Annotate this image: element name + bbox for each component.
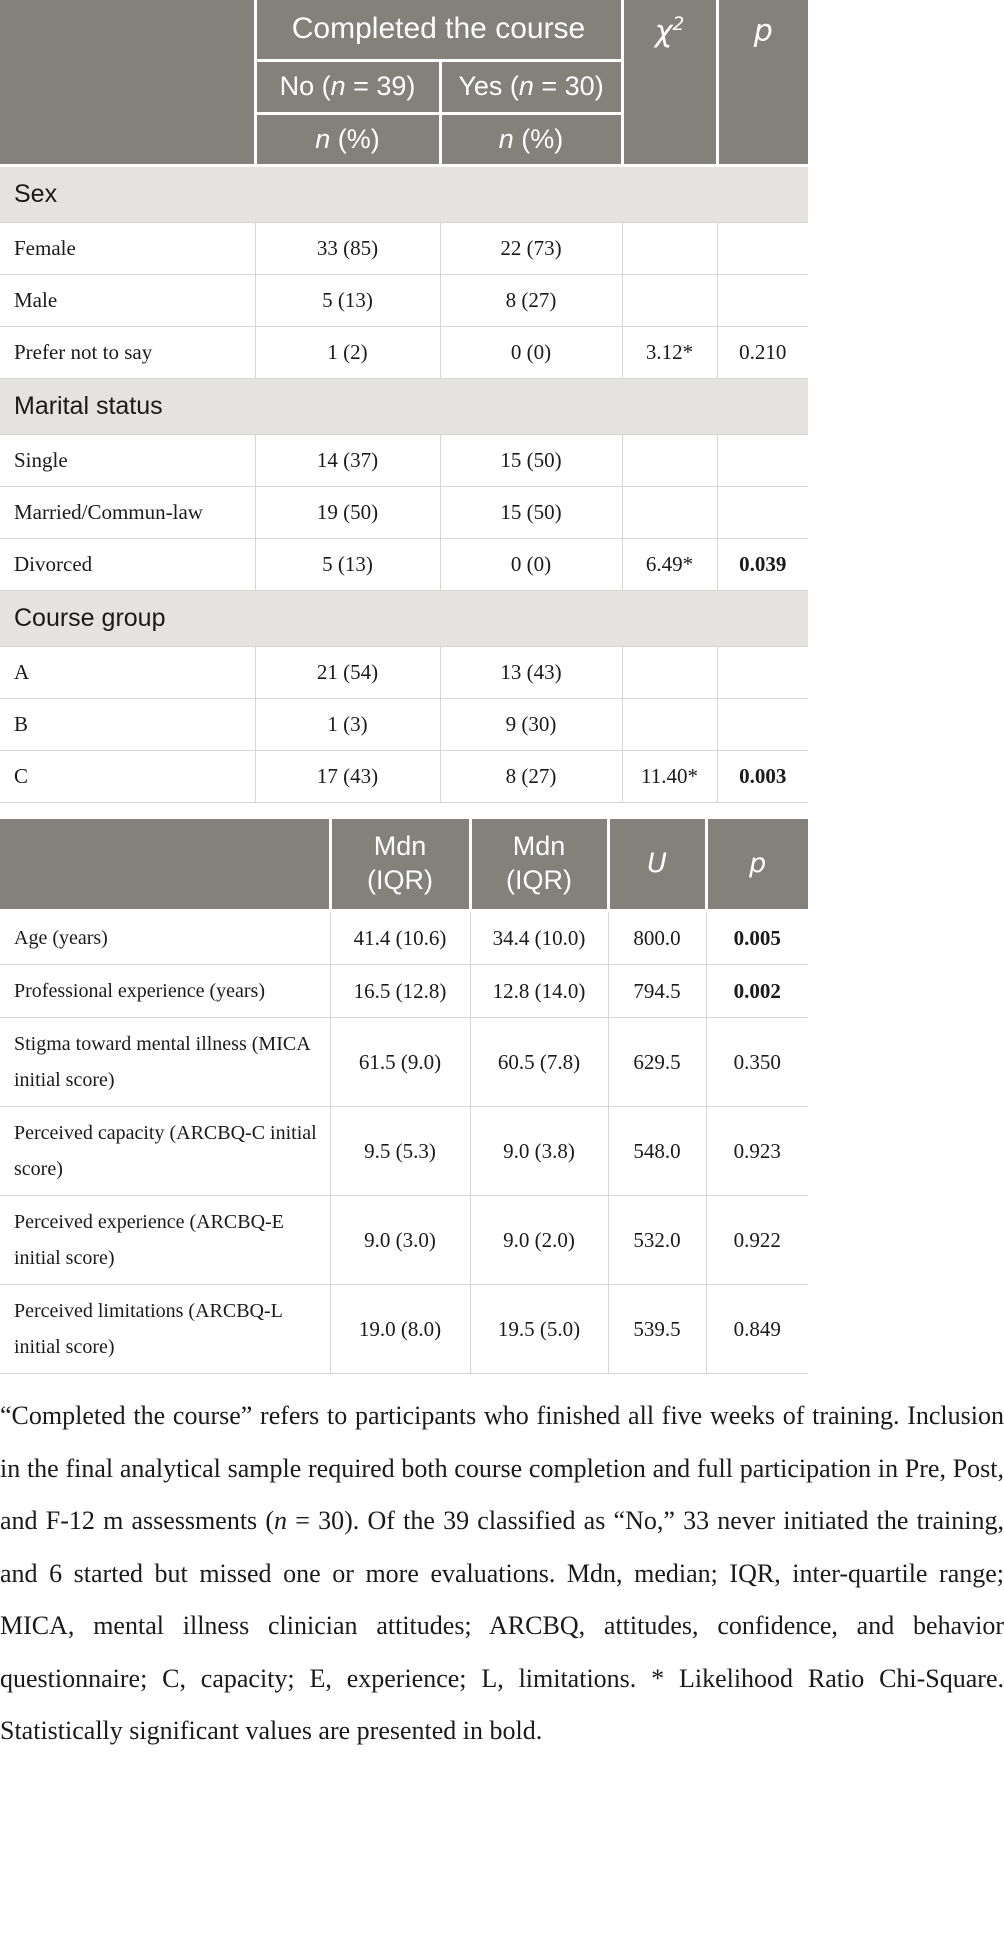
table-row-professional-experience — [0, 965, 808, 1018]
footnote-n-symbol: n — [274, 1506, 288, 1536]
cell-no-count: 21 (54) — [255, 646, 440, 698]
table-row-perceived-capacity — [0, 1107, 808, 1196]
p-value-column-header — [706, 819, 808, 911]
row-label: Perceived experience (ARCBQ-E initial score) — [0, 1196, 330, 1285]
row-label: Female — [0, 222, 255, 274]
table-row-male — [0, 274, 808, 326]
cell-u-statistic: 532.0 — [608, 1196, 706, 1285]
row-label: Perceived limitations (ARCBQ-L initial score) — [0, 1285, 330, 1374]
yes-npct-subheader: n (%) — [440, 113, 622, 165]
cell-mdn-no: 9.5 (5.3) — [330, 1107, 470, 1196]
section-header-marital-status — [0, 378, 808, 434]
u-statistic-column-header — [608, 819, 706, 911]
row-label: Married/Commun-law — [0, 486, 255, 538]
row-label: Professional experience (years) — [0, 965, 330, 1018]
table-row-stigma-mica — [0, 1018, 808, 1107]
cell-no-count: 1 (2) — [255, 326, 440, 378]
cell-mdn-no: 16.5 (12.8) — [330, 965, 470, 1018]
cell-mdn-yes: 9.0 (2.0) — [470, 1196, 608, 1285]
table-row-married-commun-law — [0, 486, 808, 538]
cell-p-value: 0.350 — [706, 1018, 808, 1107]
cell-mdn-yes: 60.5 (7.8) — [470, 1018, 608, 1107]
cell-yes-count: 13 (43) — [440, 646, 622, 698]
chi-square-column-header — [622, 0, 717, 165]
section-title: Sex — [0, 165, 808, 222]
cell-mdn-no: 9.0 (3.0) — [330, 1196, 470, 1285]
cell-p-value — [717, 434, 808, 486]
table-row-perceived-experience — [0, 1196, 808, 1285]
cell-p-value: 0.002 — [706, 965, 808, 1018]
row-label: B — [0, 698, 255, 750]
cell-chi-square: 3.12* — [622, 326, 717, 378]
group-header-label: Completed the course — [291, 12, 586, 46]
cell-yes-count: 15 (50) — [440, 486, 622, 538]
cell-chi-square — [622, 434, 717, 486]
p-value-column-header — [717, 0, 808, 165]
header-corner-cell — [0, 0, 255, 165]
cell-chi-square — [622, 222, 717, 274]
cell-u-statistic: 629.5 — [608, 1018, 706, 1107]
p-symbol: p — [753, 14, 773, 49]
table-row-divorced — [0, 538, 808, 590]
row-label: A — [0, 646, 255, 698]
table-row-group-a — [0, 646, 808, 698]
row-label: Prefer not to say — [0, 326, 255, 378]
cell-yes-count: 22 (73) — [440, 222, 622, 274]
yes-column-header: Yes (n = 30) — [440, 60, 622, 113]
cell-no-count: 5 (13) — [255, 538, 440, 590]
continuous-measures-table — [0, 819, 808, 1375]
cell-no-count: 14 (37) — [255, 434, 440, 486]
cell-no-count: 17 (43) — [255, 750, 440, 802]
table-row-group-b — [0, 698, 808, 750]
cell-no-count: 1 (3) — [255, 698, 440, 750]
table-row-age — [0, 911, 808, 965]
cell-chi-square — [622, 646, 717, 698]
no-npct-subheader: n (%) — [255, 113, 440, 165]
cell-mdn-yes: 9.0 (3.8) — [470, 1107, 608, 1196]
table-row-group-c — [0, 750, 808, 802]
cell-p-value — [717, 698, 808, 750]
cell-p-value — [717, 222, 808, 274]
no-column-header: No (n = 39) — [255, 60, 440, 113]
cell-p-value: 0.005 — [706, 911, 808, 965]
cell-p-value — [717, 486, 808, 538]
footnote-text: = 30). Of the 39 classified as “No,” 33 never initiated the training, and 6 started but missed one or more evaluations. Mdn, median; IQR, inter-quartile range; MICA, mental illness clinician attitudes; ARCBQ, attitudes, confidence, and behavior questionnaire; C, capacity; E, experience; L, limitations. * Likelihood Ratio Chi-Square. Statistically significant values are presented in bold. — [0, 1506, 1004, 1746]
row-label: Perceived capacity (ARCBQ-C initial score) — [0, 1107, 330, 1196]
cell-mdn-yes: 19.5 (5.0) — [470, 1285, 608, 1374]
table-row-prefer-not-to-say — [0, 326, 808, 378]
cell-mdn-no: 19.0 (8.0) — [330, 1285, 470, 1374]
cell-mdn-yes: 34.4 (10.0) — [470, 911, 608, 965]
cell-no-count: 33 (85) — [255, 222, 440, 274]
cell-p-value — [717, 274, 808, 326]
chi-square-symbol: $\chi^2$ — [654, 14, 685, 49]
cell-mdn-no: 61.5 (9.0) — [330, 1018, 470, 1107]
row-label: C — [0, 750, 255, 802]
row-label: Divorced — [0, 538, 255, 590]
demographics-table — [0, 0, 808, 803]
cell-u-statistic: 800.0 — [608, 911, 706, 965]
footnote-text: “Completed the course” refers to participants who finished all five weeks of training. Inclusion in the final analytical sample required both course completion and full participation in Pre, Post, and F-12 m assessments ( — [0, 1401, 1004, 1536]
cell-chi-square — [622, 698, 717, 750]
cell-yes-count: 0 (0) — [440, 326, 622, 378]
cell-u-statistic: 548.0 — [608, 1107, 706, 1196]
section-title: Marital status — [0, 378, 808, 434]
cell-p-value: 0.210 — [717, 326, 808, 378]
cell-no-count: 19 (50) — [255, 486, 440, 538]
row-label: Single — [0, 434, 255, 486]
section-header-sex — [0, 165, 808, 222]
cell-p-value: 0.039 — [717, 538, 808, 590]
cell-u-statistic: 794.5 — [608, 965, 706, 1018]
section-title: Course group — [0, 590, 808, 646]
cell-p-value: 0.923 — [706, 1107, 808, 1196]
cell-p-value: 0.849 — [706, 1285, 808, 1374]
cell-no-count: 5 (13) — [255, 274, 440, 326]
mdn-iqr-no-header: Mdn (IQR) — [330, 819, 470, 911]
cell-p-value: 0.003 — [717, 750, 808, 802]
continuous-table-header — [0, 819, 808, 911]
cell-chi-square: 11.40* — [622, 750, 717, 802]
completed-course-group-header — [255, 0, 622, 60]
mdn-iqr-yes-header: Mdn (IQR) — [470, 819, 608, 911]
cell-chi-square — [622, 274, 717, 326]
cell-p-value — [717, 646, 808, 698]
cell-mdn-no: 41.4 (10.6) — [330, 911, 470, 965]
p-symbol: p — [749, 847, 767, 879]
section-header-course-group — [0, 590, 808, 646]
table-row-perceived-limitations — [0, 1285, 808, 1374]
cell-yes-count: 8 (27) — [440, 750, 622, 802]
table-footnote — [0, 1390, 1004, 1758]
cell-mdn-yes: 12.8 (14.0) — [470, 965, 608, 1018]
table-row-single — [0, 434, 808, 486]
u-symbol: U — [647, 847, 667, 879]
demographics-table-header — [0, 0, 808, 165]
cell-chi-square — [622, 486, 717, 538]
row-label: Male — [0, 274, 255, 326]
row-label: Age (years) — [0, 911, 330, 965]
cell-chi-square: 6.49* — [622, 538, 717, 590]
header-corner-cell — [0, 819, 330, 911]
row-label: Stigma toward mental illness (MICA initial score) — [0, 1018, 330, 1107]
cell-p-value: 0.922 — [706, 1196, 808, 1285]
table-row-female — [0, 222, 808, 274]
cell-yes-count: 15 (50) — [440, 434, 622, 486]
cell-u-statistic: 539.5 — [608, 1285, 706, 1374]
cell-yes-count: 8 (27) — [440, 274, 622, 326]
cell-yes-count: 9 (30) — [440, 698, 622, 750]
cell-yes-count: 0 (0) — [440, 538, 622, 590]
